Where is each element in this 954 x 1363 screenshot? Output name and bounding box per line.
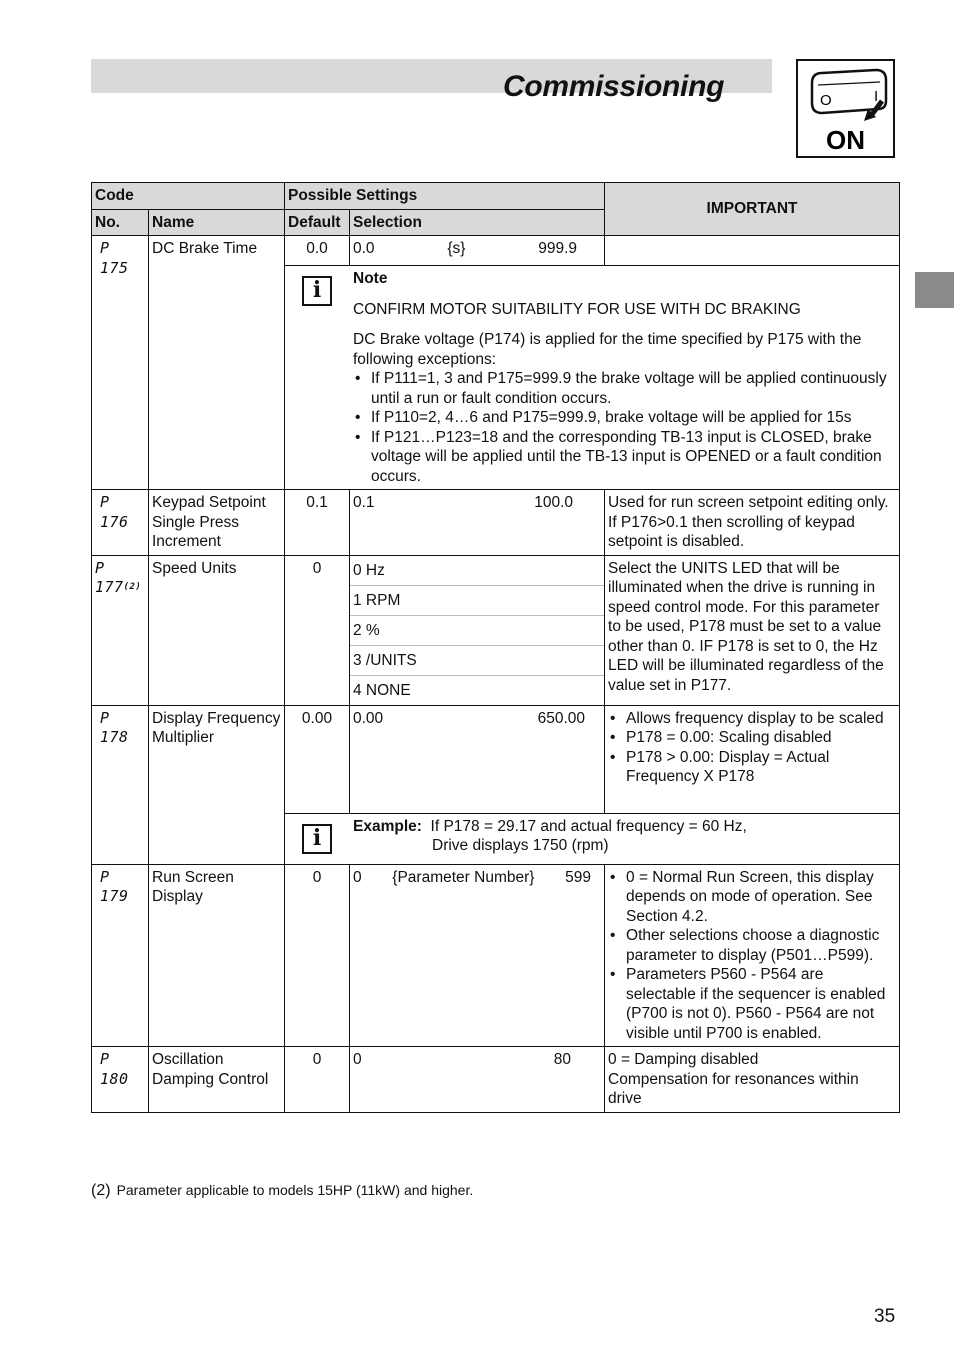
param-code-text: P 177	[95, 558, 124, 596]
table-row	[92, 236, 900, 266]
param-important	[605, 705, 900, 813]
list-item: • Allows frequency display to be scaled	[608, 709, 896, 729]
param-selection	[350, 1047, 605, 1113]
param-name: Oscillation Damping Control	[149, 1047, 285, 1113]
param-selection	[350, 864, 605, 1047]
example-line-1: If P178 = 29.17 and actual frequency = 60 Hz,	[430, 817, 747, 835]
example-label: Example:	[353, 817, 422, 835]
note-bullets	[353, 369, 895, 486]
param-selection	[350, 555, 605, 705]
param-default: 0.1	[285, 490, 350, 556]
param-default: 0	[285, 864, 350, 1047]
param-important	[605, 864, 900, 1047]
selection-min: 0.00	[353, 709, 384, 727]
switch-on-mark: I	[874, 88, 879, 105]
note-body: DC Brake voltage (P174) is applied for the time specified by P175 with the following exceptions:	[353, 331, 862, 368]
list-item: 4 NONE	[353, 681, 411, 699]
param-code	[92, 555, 149, 705]
selection-min: 0	[353, 1051, 362, 1068]
header-selection: Selection	[350, 209, 605, 236]
parameter-table	[91, 182, 900, 1113]
param-name: Run Screen Display	[149, 864, 285, 1047]
list-item: • 0 = Normal Run Screen, this display depends on mode of operation. See Section 4.2.	[608, 868, 896, 927]
note-title: Note	[353, 270, 388, 287]
selection-max: 650.00	[537, 709, 586, 727]
important-line-1: 0 = Damping disabled	[608, 1051, 759, 1068]
param-code: P 175	[92, 236, 149, 490]
info-icon: i	[302, 824, 332, 854]
param-default: 0.0	[285, 236, 350, 266]
note-warning: CONFIRM MOTOR SUITABILITY FOR USE WITH DC BRAKING	[353, 300, 801, 318]
param-selection	[350, 490, 605, 556]
example-line-2: Drive displays 1750 (rpm)	[432, 837, 609, 854]
section-tab-marker	[915, 272, 954, 308]
table-row	[92, 864, 900, 1047]
list-item: • If P111=1, 3 and P175=999.9 the brake voltage will be applied continuously until a run or fault condition occurs.	[353, 369, 895, 408]
param-default: 0	[285, 555, 350, 705]
param-name: DC Brake Time	[149, 236, 285, 490]
list-item: 2 %	[350, 616, 604, 646]
param-name: Speed Units	[149, 555, 285, 705]
switch-on-label: ON	[826, 125, 865, 155]
selection-max: 999.9	[538, 240, 577, 257]
param-code: P 176	[92, 490, 149, 556]
param-important	[605, 1047, 900, 1113]
note-cell	[285, 266, 900, 490]
selection-unit: {s}	[447, 240, 466, 257]
important-line-2: Compensation for resonances within drive	[608, 1070, 859, 1107]
param-important: Used for run screen setpoint editing only. If P176>0.1 then scrolling of keypad setpoint is disabled.	[605, 490, 900, 556]
list-item: • P178 > 0.00: Display = Actual Frequency X P178	[608, 748, 896, 787]
list-item: 3 /UNITS	[350, 646, 604, 676]
selection-max: 599	[565, 868, 591, 886]
list-item: 1 RPM	[350, 586, 604, 616]
table-row	[92, 705, 900, 813]
table-row	[92, 1047, 900, 1113]
selection-max: 100.0	[534, 494, 574, 511]
table-row	[92, 555, 900, 705]
param-name: Display Frequency Multiplier	[149, 705, 285, 864]
info-icon: i	[302, 276, 332, 306]
param-name: Keypad Setpoint Single Press Increment	[149, 490, 285, 556]
selection-unit: {Parameter Number}	[392, 868, 535, 886]
list-item: • Other selections choose a diagnostic parameter to display (P501…P599).	[608, 926, 896, 965]
param-selection	[350, 236, 605, 266]
list-item: • If P121…P123=18 and the corresponding TB-13 input is CLOSED, brake voltage will be applied until the TB-13 input is OPENED or a fault condition occurs.	[353, 428, 895, 487]
header-name: Name	[149, 209, 285, 236]
table-row	[92, 490, 900, 556]
param-selection	[350, 705, 605, 813]
page-title: Commissioning	[503, 70, 725, 103]
list-item: 0 Hz	[350, 556, 604, 586]
power-switch-icon	[796, 59, 895, 158]
param-code: P 178	[92, 705, 149, 864]
param-important	[605, 236, 900, 266]
header-code: Code	[92, 183, 285, 210]
header-possible-settings: Possible Settings	[285, 183, 605, 210]
param-default: 0.00	[285, 705, 350, 813]
footnote	[91, 1182, 473, 1200]
selection-min: 0	[353, 868, 362, 886]
header-important: IMPORTANT	[605, 183, 900, 236]
selection-max: 80	[553, 1051, 572, 1068]
page-number: 35	[874, 1306, 896, 1327]
switch-off-mark: O	[820, 92, 832, 109]
list-item: • P178 = 0.00: Scaling disabled	[608, 728, 896, 748]
header-no: No.	[92, 209, 149, 236]
param-code: P 179	[92, 864, 149, 1047]
table-header-row	[92, 183, 900, 210]
param-important: Select the UNITS LED that will be illuminated when the drive is running in speed control mode. For this parameter to be used, P178 must be set to a value other than 0. IF P178 is set to 0, the Hz LED will be illuminated regardless of the value set in P177.	[605, 555, 900, 705]
example-cell	[285, 813, 900, 864]
list-item: • If P110=2, 4…6 and P175=999.9, brake voltage will be applied for 15s	[353, 408, 895, 428]
list-item: • Parameters P560 - P564 are selectable if the sequencer is enabled (P700 is not 0). P560 - P564 are not visible until P700 is enabled.	[608, 965, 896, 1043]
footnote-text: Parameter applicable to models 15HP (11kW) and higher.	[116, 1182, 474, 1198]
selection-min: 0.1	[353, 494, 375, 511]
selection-min: 0.0	[353, 240, 375, 257]
footnote-ref: (2)	[123, 582, 142, 592]
param-default: 0	[285, 1047, 350, 1113]
footnote-number: (2)	[91, 1182, 111, 1199]
param-code: P 180	[92, 1047, 149, 1113]
header-default: Default	[285, 209, 350, 236]
